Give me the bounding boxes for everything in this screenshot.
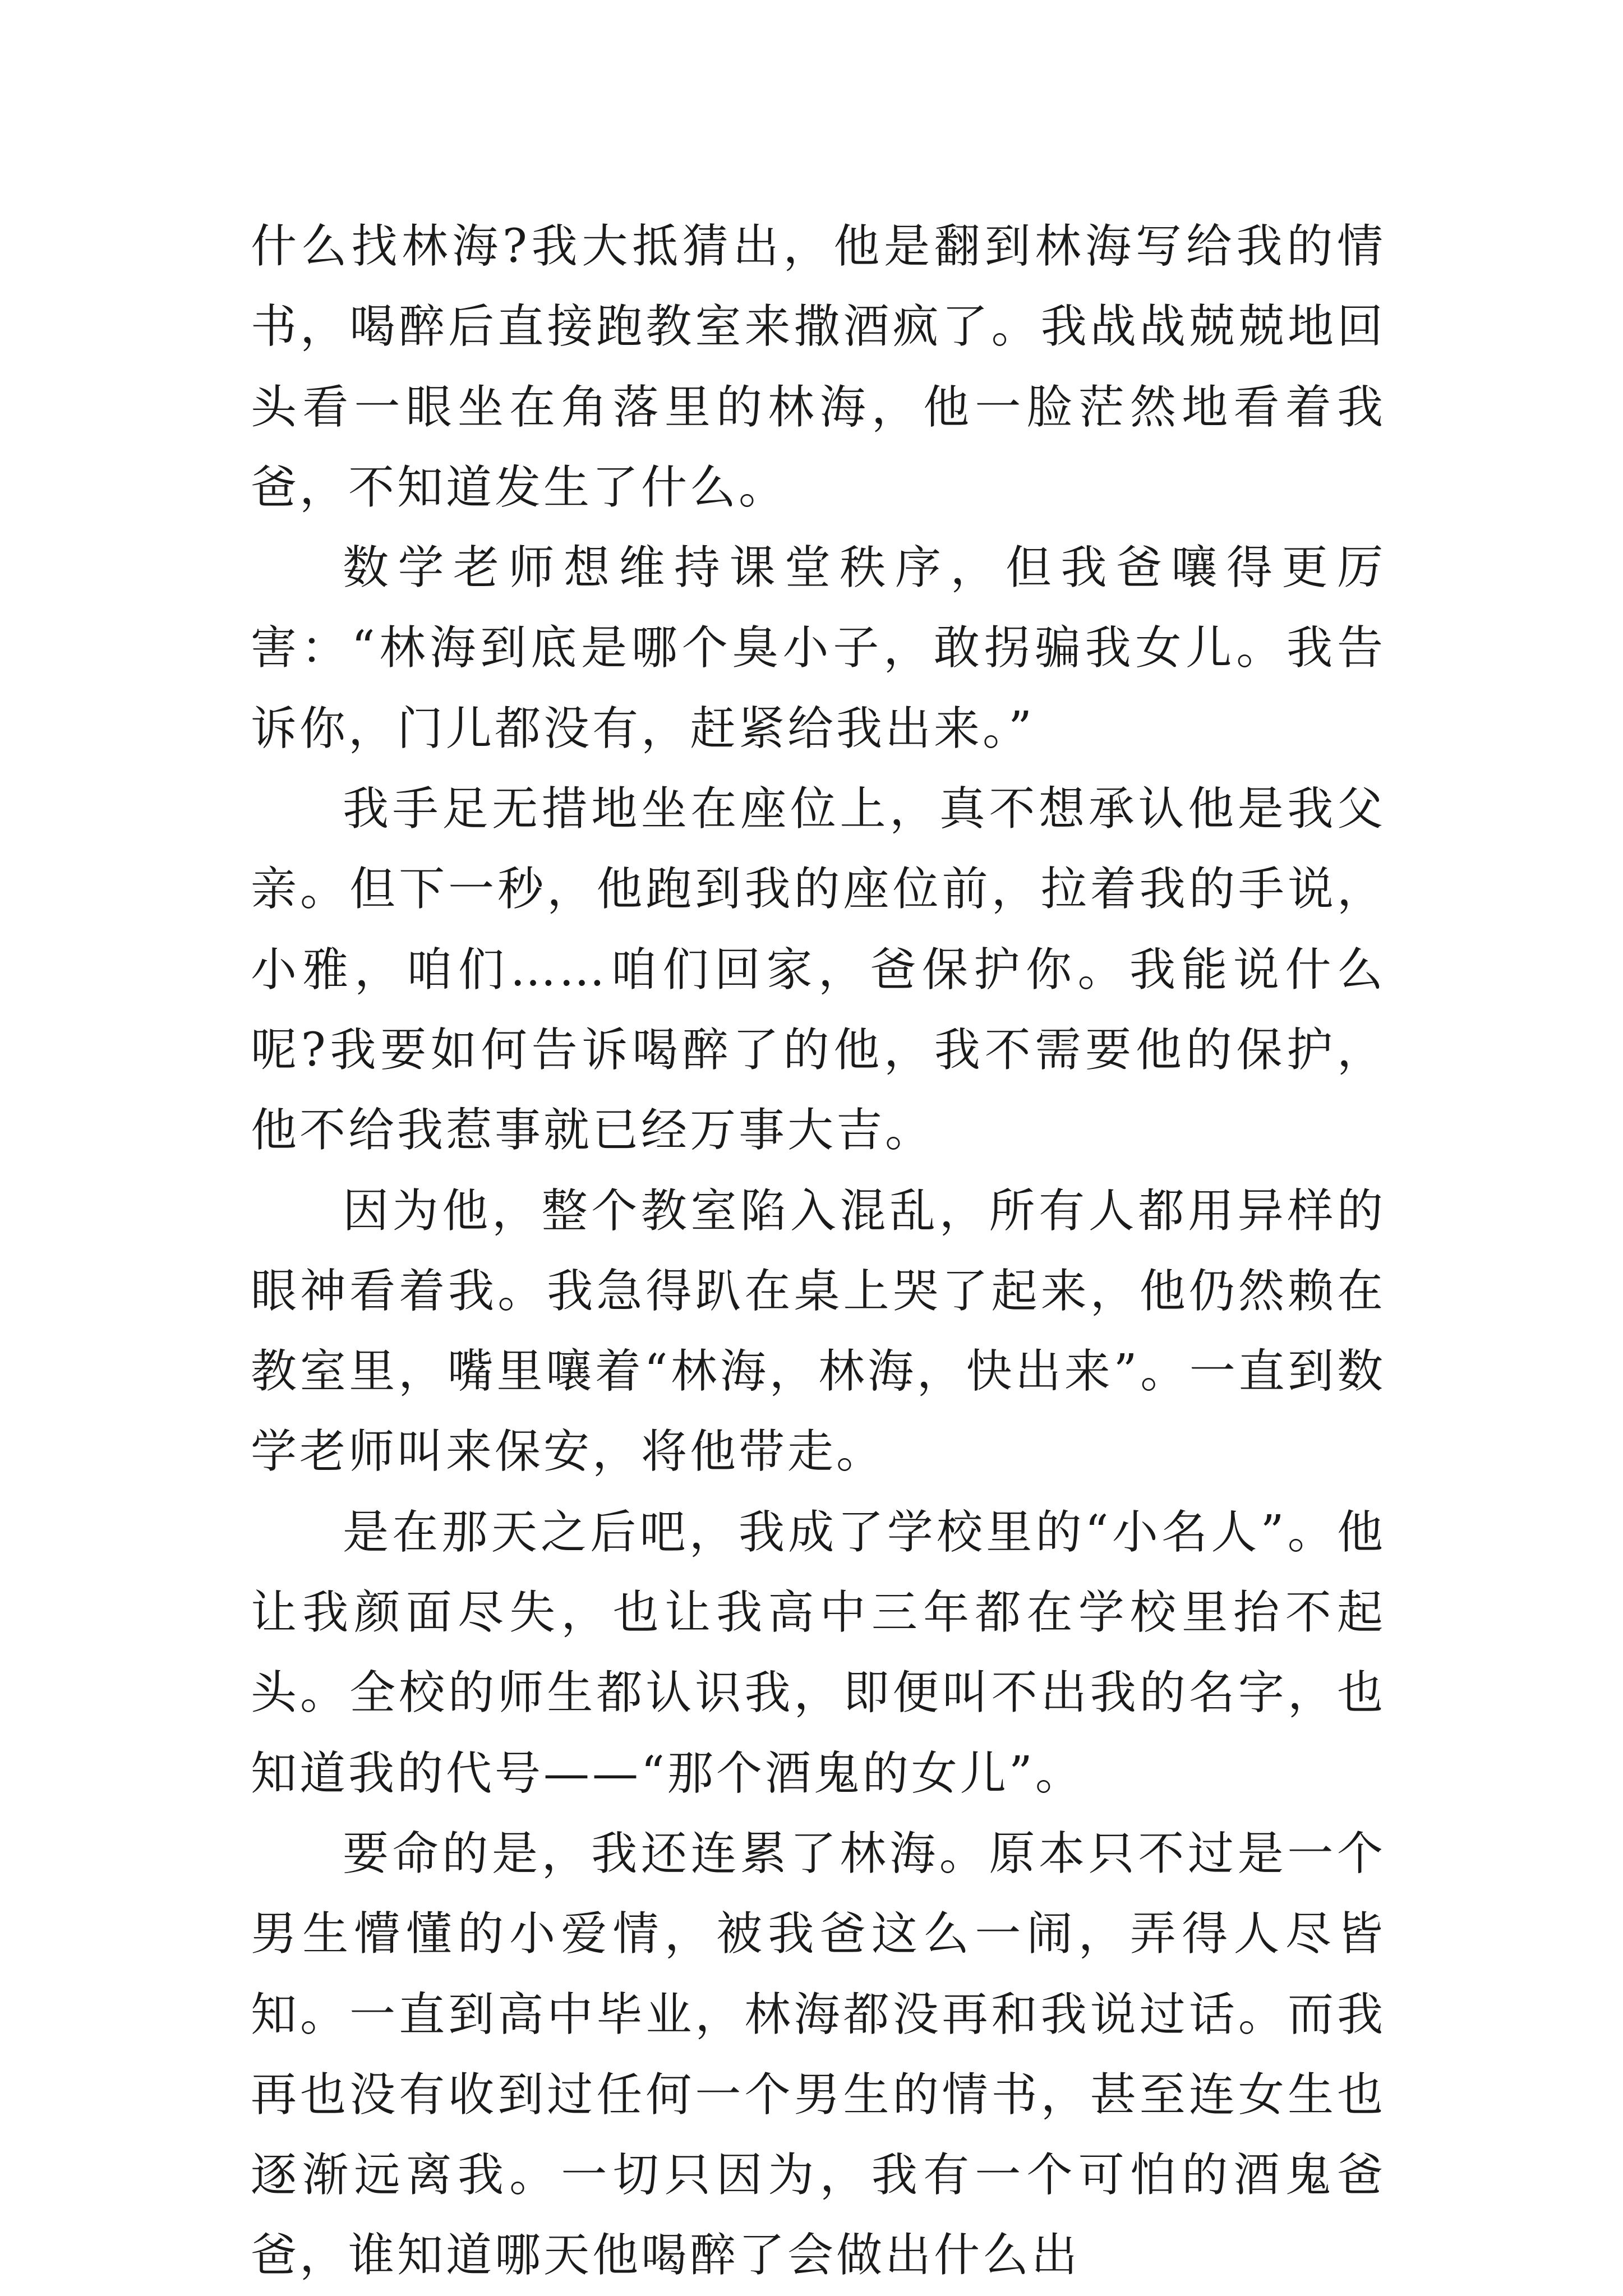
paragraph-4: 因为他，整个教室陷入混乱，所有人都用异样的眼神看着我。我急得趴在桌上哭了起来，他仍然赖在教室里，嘴里嚷着“林海，林海，快出来”。一直到数学老师叫来保安，将他带走。 bbox=[251, 1184, 1386, 1479]
paragraph-1: 什么找林海?我大抵猜出，他是翻到林海写给我的情书，喝醉后直接跑教室来撒酒疯了。我战战兢兢地回头看一眼坐在角落里的林海，他一脸茫然地看着我爸，不知道发生了什么。 bbox=[251, 220, 1386, 514]
paragraph-3: 我手足无措地坐在座位上，真不想承认他是我父亲。但下一秒，他跑到我的座位前，拉着我的手说，小雅，咱们……咱们回家，爸保护你。我能说什么呢?我要如何告诉喝醉了的他，我不需要他的保护，他不给我惹事就已经万事大吉。 bbox=[251, 782, 1386, 1158]
body-text bbox=[251, 206, 1386, 2296]
paragraph-2: 数学老师想维持课堂秩序，但我爸嚷得更厉害：“林海到底是哪个臭小子，敢拐骗我女儿。我告诉你，门儿都没有，赶紧给我出来。” bbox=[251, 541, 1386, 755]
paragraph-5: 是在那天之后吧，我成了学校里的“小名人”。他让我颜面尽失，也让我高中三年都在学校里抬不起头。全校的师生都认识我，即便叫不出我的名字，也知道我的代号——“那个酒鬼的女儿”。 bbox=[251, 1505, 1386, 1800]
paragraph-6: 要命的是，我还连累了林海。原本只不过是一个男生懵懂的小爱情，被我爸这么一闹，弄得人尽皆知。一直到高中毕业，林海都没再和我说过话。而我再也没有收到过任何一个男生的情书，甚至连女生也逐渐远离我。一切只因为，我有一个可怕的酒鬼爸爸，谁知道哪天他喝醉了会做出什么出 bbox=[251, 1827, 1386, 2283]
